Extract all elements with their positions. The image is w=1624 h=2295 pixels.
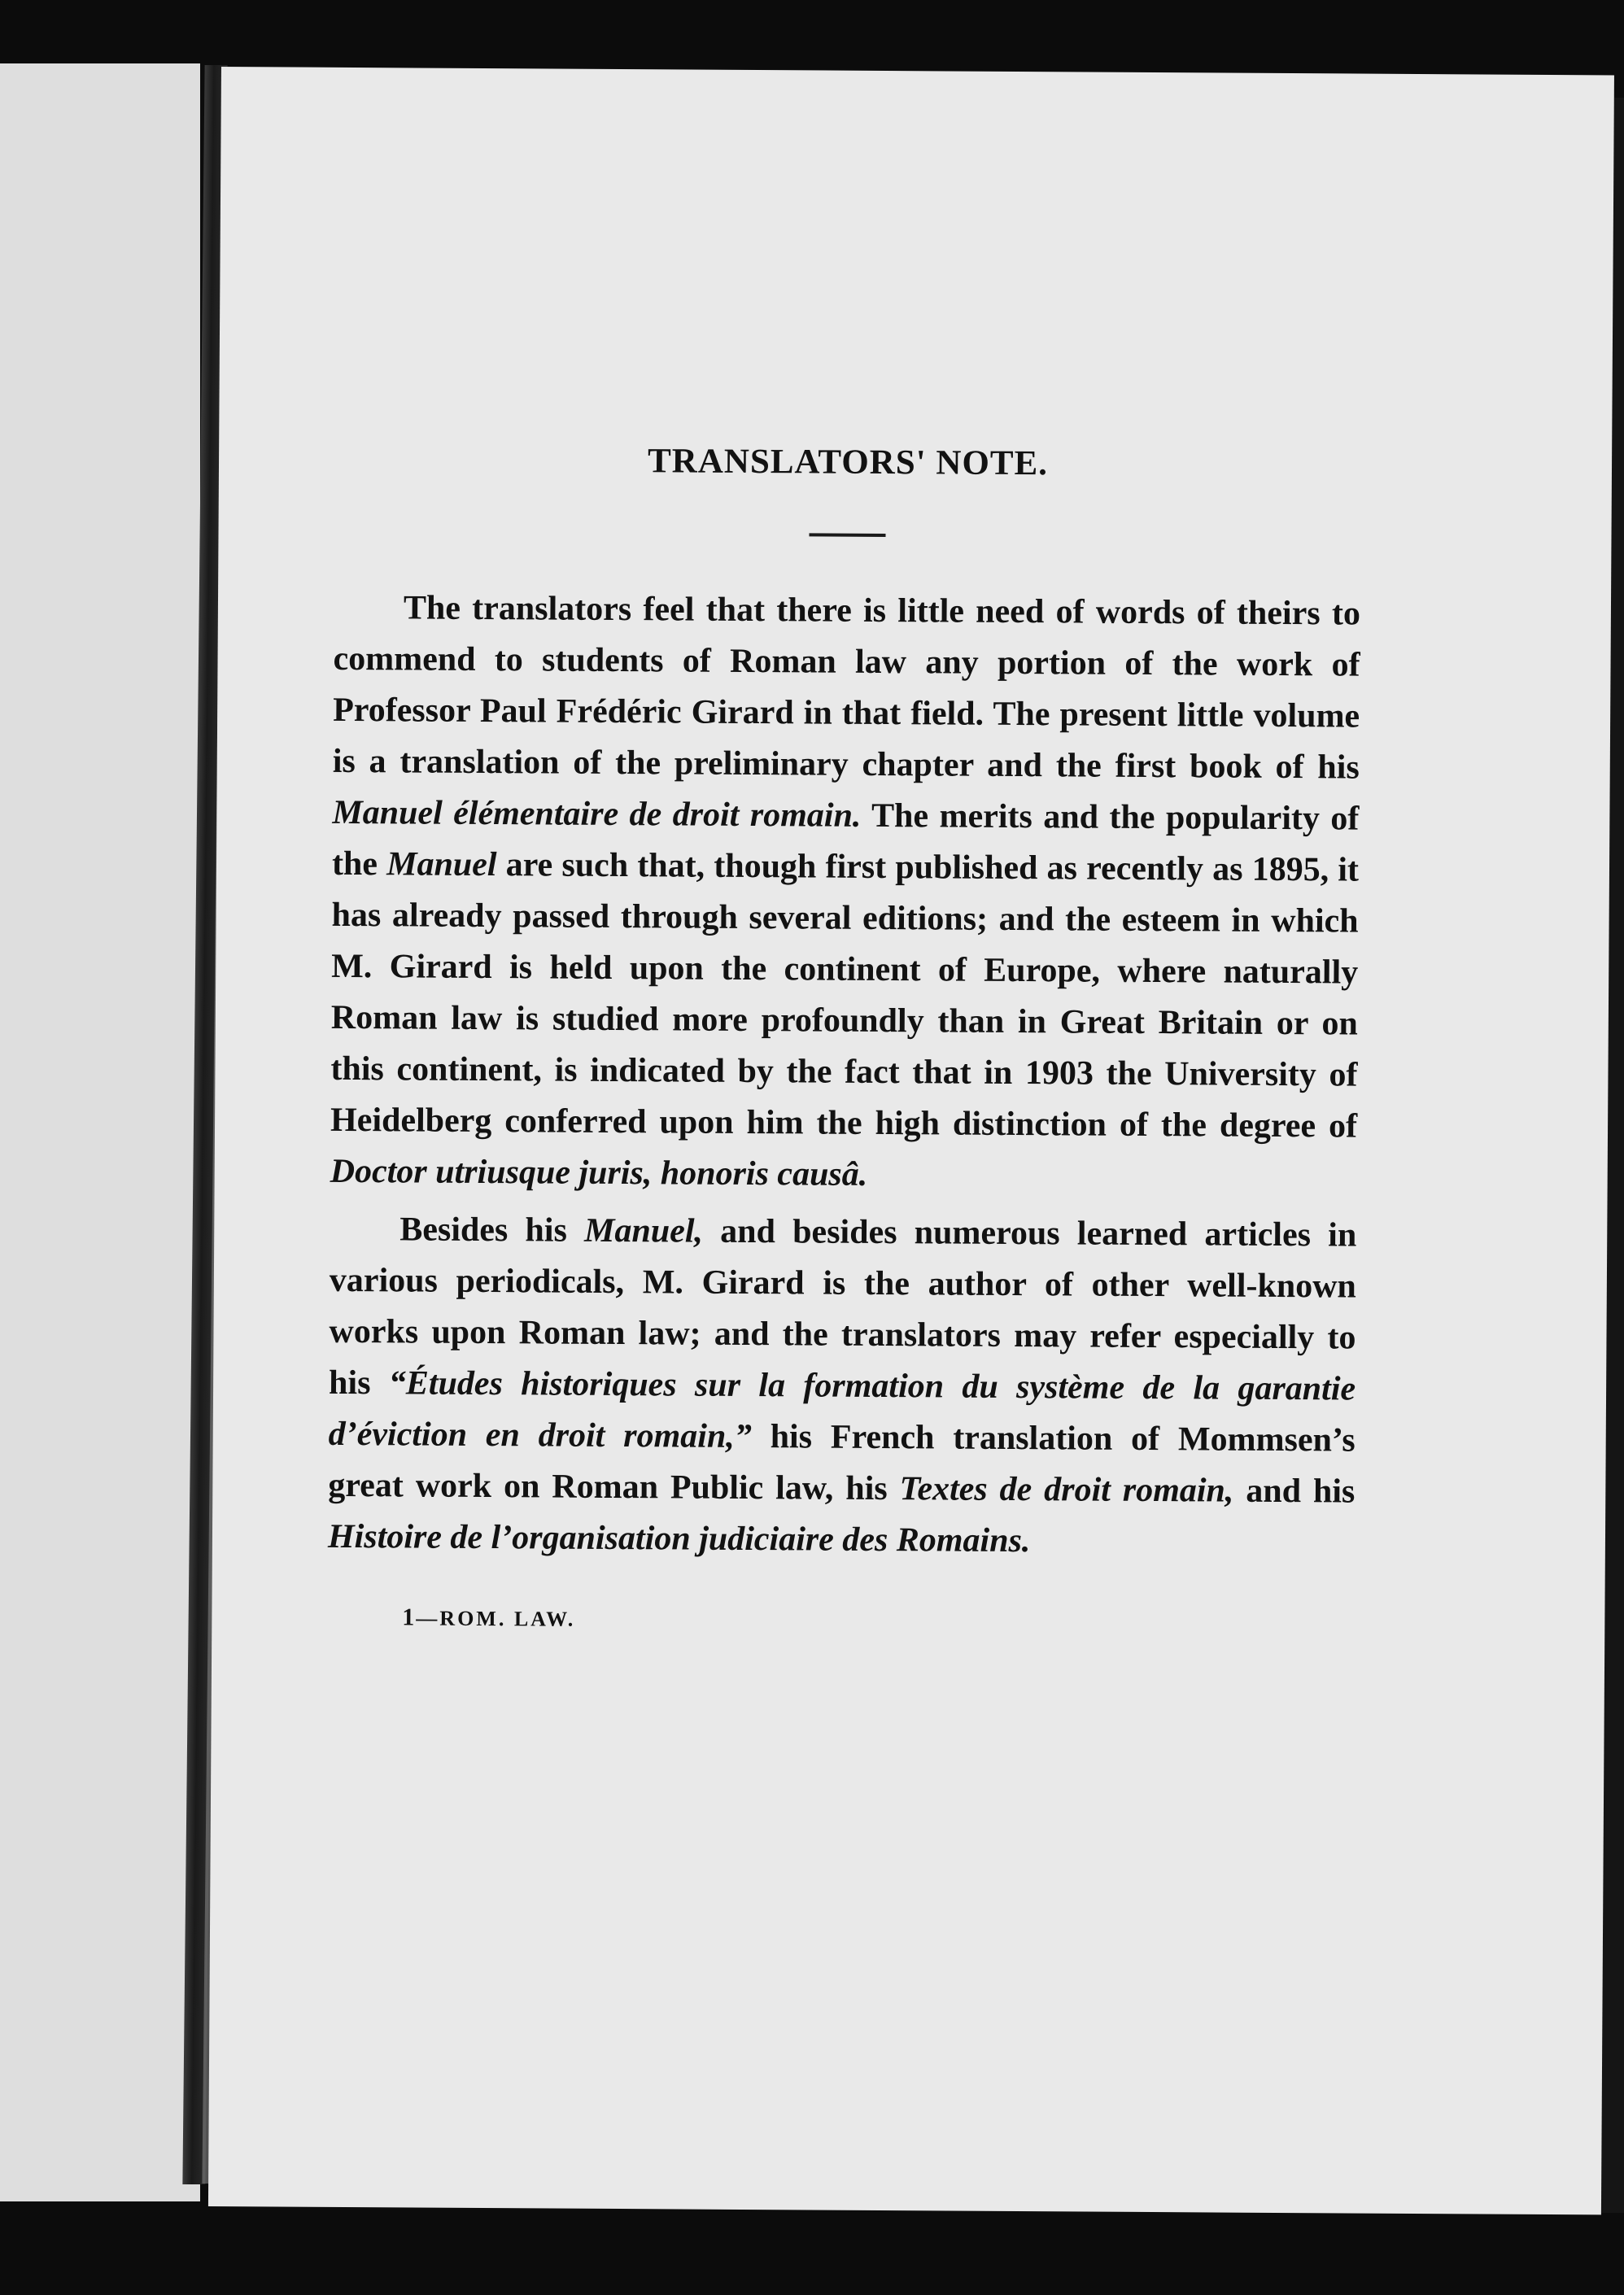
title-rule (809, 533, 885, 537)
paragraph-2 (328, 1204, 1357, 1569)
italic-run: Manuel élémentaire de droit romain. (332, 793, 862, 835)
page-title: TRANSLATORS' NOTE. (647, 442, 1049, 483)
text-run: are such that, though first published as recently as 1895, it has already passed through several editions; and the esteem in which M. Girard is held upon the continent of Europe, where naturally Roman law is studied more profoundly than in Great Britain or on this continent, is indicated by the fact that in 1903 the University of Heidelberg conferred upon him the high distinction of the degree of (330, 846, 1360, 1145)
italic-run: Doctor utriusque juris, honoris causâ. (330, 1152, 868, 1193)
text-run: his French translation of Mommsen’s great work on Roman Public law, his (328, 1418, 1356, 1508)
italic-run: Textes de droit romain, (899, 1470, 1234, 1510)
italic-run: Manuel (386, 845, 497, 884)
italic-run: Histoire de l’organisation judiciaire des Romains. (327, 1517, 1031, 1560)
paragraph-1 (330, 582, 1361, 1204)
italic-run: Manuel, (583, 1211, 704, 1250)
note-body (328, 582, 1360, 1569)
signature-number: 1 (402, 1603, 417, 1631)
text-run: and his (1233, 1472, 1356, 1511)
book-page (208, 67, 1614, 2214)
signature-mark: —ROM. LAW. (416, 1606, 576, 1631)
text-run: and besides numerous learned articles in various periodicals, M. Girard is the author of other well-known works upon Roman law; and the translators may refer especially to his (328, 1212, 1357, 1403)
page-content (327, 442, 1361, 1638)
italic-run: “Études historiques sur la formation du système de la garantie d’éviction en droit romain,” (328, 1364, 1356, 1456)
signature-line (327, 1603, 1354, 1638)
text-run: Besides his (399, 1211, 585, 1250)
text-run: The merits and the popularity of the (331, 796, 1360, 884)
text-run: The translators feel that there is little need of words of theirs to commend to students of Roman law any portion of the work of Professor Paul Frédéric Girard in that field. The present little volume is a translation of the preliminary chapter and the first book of his (332, 589, 1361, 787)
facing-page-edge (0, 63, 200, 2201)
